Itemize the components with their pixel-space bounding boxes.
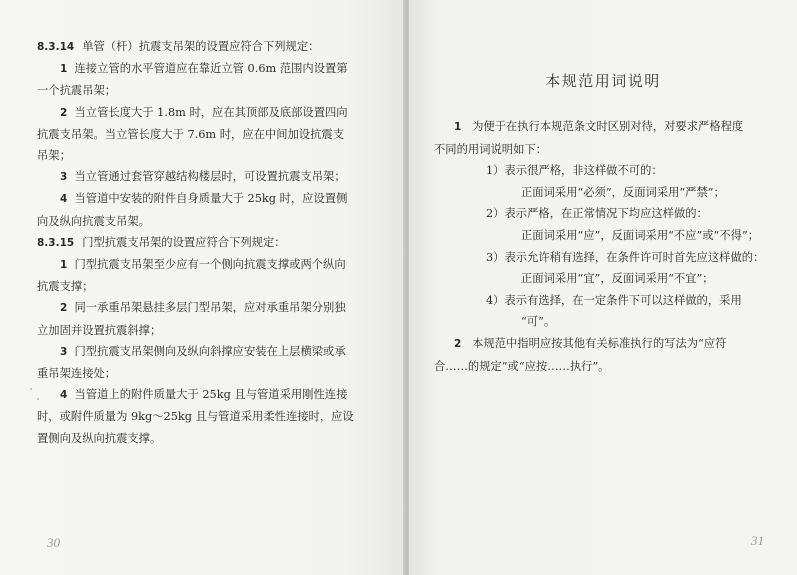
item-text: 当管道中安装的附件自身质量大于 25kg 时，应设置侧 [74,192,348,206]
item-text: 连接立管的水平管道应在靠近立管 0.6m 范围内设置第 [74,62,348,76]
list-item [434,116,774,139]
paper-speck [30,388,32,390]
item-text: 当立管通过套管穿越结构楼层时，可设置抗震支吊架； [74,170,346,184]
page-title: 本规范用词说明 [545,72,661,90]
item-number: 4 [60,389,68,402]
sub-item-text: 表示严格，在正常情况下均应这样做的： [504,207,708,221]
right-page-body [434,116,774,377]
sub-item-detail: 正面词采用“必须”，反面词采用“严禁”； [521,185,725,199]
item-text-continuation: 抗震支吊架。当立管长度大于 7.6m 时，应在中间加设抗震支 [37,127,344,141]
item-number: 1 [454,121,462,133]
item-text: 门型抗震支吊架至少应有一个侧向抗震支撑或两个纵向 [74,258,346,272]
item-number: 2 [60,106,68,119]
paper-speck [37,398,39,400]
item-number: 4 [60,193,68,206]
item-text: 为便于在执行本规范条文时区别对待，对要求严格程度 [472,120,744,133]
sub-item-label: 2） [486,207,505,221]
list-item [434,333,774,356]
sub-item-detail: 正面词采用“宜”，反面词采用“不宜”； [521,272,714,286]
clause-number: 8.3.15 [37,236,75,249]
sub-item-detail: “可”。 [521,315,556,329]
list-item [37,384,367,406]
item-text-continuation: 抗震支撑； [37,280,94,294]
list-item [37,102,367,124]
item-text-continuation: 一个抗震吊架； [37,84,117,98]
item-text-continuation: 时，或附件质量为 9kg～25kg 且与管道采用柔性连接时，应设 [37,410,354,424]
sub-item [434,290,774,312]
item-number: 2 [454,337,462,350]
item-text-continuation: 立加固并设置抗震斜撑； [37,323,162,337]
list-item [37,341,367,363]
item-text: 门型抗震支吊架侧向及纵向斜撑应安装在上层横梁或承 [74,344,346,358]
list-item [37,297,367,319]
list-item [37,166,367,188]
item-text-continuation: 向及纵向抗震支吊架。 [37,214,150,228]
sub-item-text: 表示很严格，非这样做不可的： [504,164,663,178]
list-item [37,188,367,210]
sub-item-detail: 正面词采用“应”，反面词采用“不应”或“不得”； [521,228,759,242]
sub-item [434,247,774,269]
item-number: 1 [60,63,68,76]
sub-item-label: 1） [486,164,505,178]
sub-item-text: 表示允许稍有选择，在条件许可时首先应这样做的： [504,250,765,264]
list-item [37,58,367,80]
item-number: 1 [60,259,68,272]
item-text: 当管道上的附件质量大于 25kg 且与管道采用刚性连接 [74,388,348,402]
clause-heading [37,232,367,254]
left-page-body [37,36,367,449]
clause-heading [37,36,367,58]
page-number-left: 30 [47,535,60,550]
item-text: 同一承重吊架悬挂多层门型吊架，应对承重吊架分别独 [74,301,346,315]
item-number: 2 [60,302,68,315]
sub-item-text: 表示有选择，在一定条件下可以这样做的，采用 [504,293,742,307]
sub-item [434,160,774,182]
item-text: 当立管长度大于 1.8m 时，应在其顶部及底部设置四向 [74,105,348,119]
clause-number: 8.3.14 [37,41,75,53]
item-text-continuation: 重吊架连接处； [37,367,117,381]
sub-item-label: 3） [486,250,505,264]
item-number: 3 [60,345,68,358]
list-item [37,254,367,276]
item-text: 本规范中指明应按其他有关标准执行的写法为“应符 [472,336,727,350]
clause-text: 单管（杆）抗震支吊架的设置应符合下列规定： [82,40,320,53]
item-number: 3 [60,171,68,184]
item-text-continuation: 合……的规定”或“应按……执行”。 [434,359,610,373]
clause-text: 门型抗震支吊架的设置应符合下列规定： [82,235,286,249]
item-text-continuation: 不同的用词说明如下： [434,142,547,156]
sub-item-label: 4） [486,293,505,307]
item-text-continuation: 吊架； [37,149,71,163]
page-number-right: 31 [751,533,764,548]
item-text-continuation: 置侧向及纵向抗震支撑。 [37,431,162,445]
sub-item [434,203,774,225]
